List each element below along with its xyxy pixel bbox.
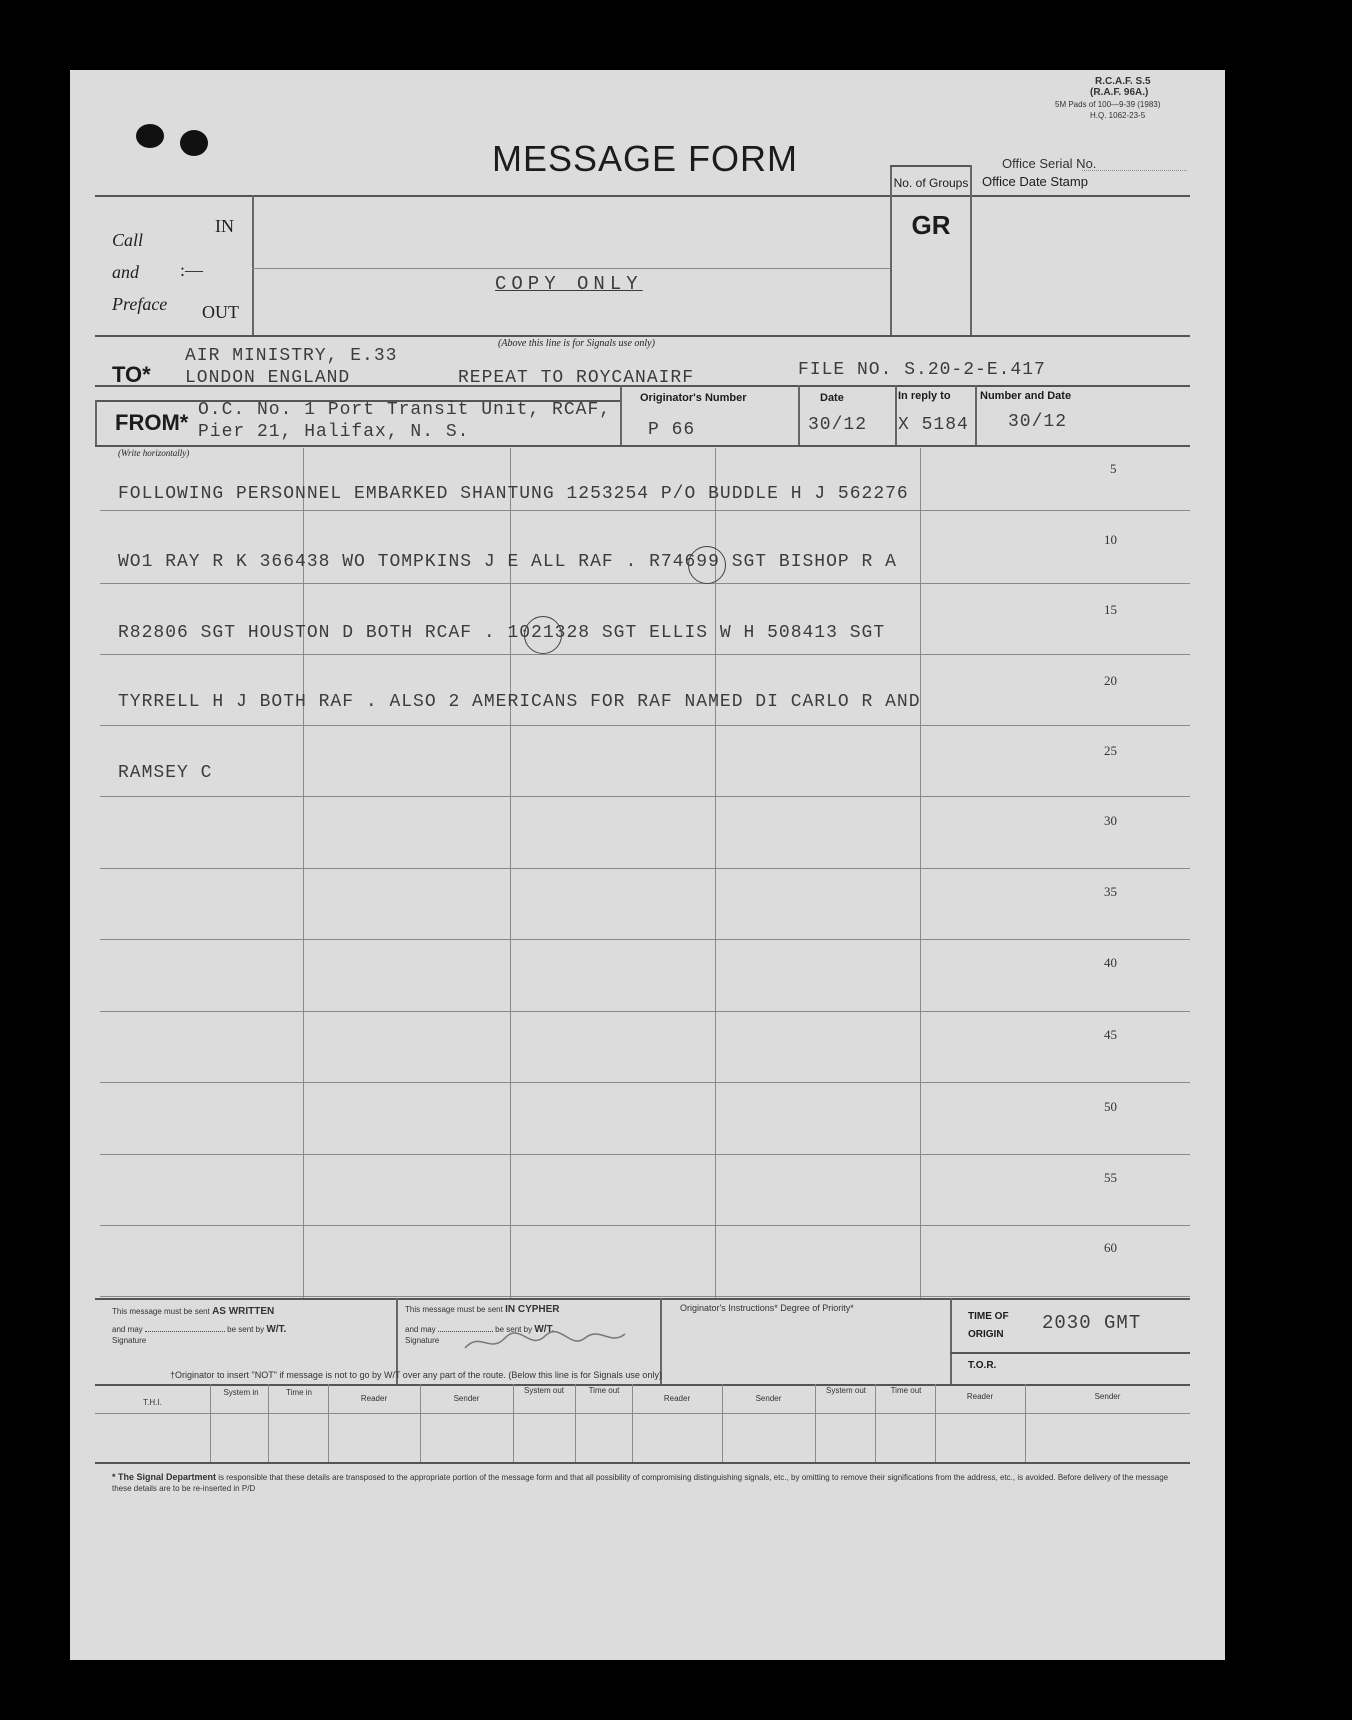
date-value: 30/12 [808,415,868,435]
signal-col-sender-3: Sender [1094,1392,1121,1401]
signal-col-thi: T.H.I. [143,1398,162,1407]
signal-col-sender-2: Sender [755,1394,782,1403]
line-number: 15 [1104,602,1117,617]
call-label: Call [112,230,144,250]
in-reply-to-label: In reply to [898,390,951,402]
as-written-may: and may be sent by W/T. [112,1324,287,1335]
in-reply-to-value: X 5184 [898,415,969,435]
ink-circle [524,616,562,654]
preface-label: Preface [112,294,168,314]
ink-blot [180,130,208,156]
signal-col-reader: Reader [360,1394,388,1403]
form-code-4: H.Q. 1062-23-5 [1090,111,1146,120]
line-number: 50 [1104,1099,1117,1114]
signal-col-time-out: Time out [588,1386,620,1395]
signal-col-reader-2: Reader [663,1394,691,1403]
form-code-3: 5M Pads of 100—9-39 (1983) [1055,100,1161,109]
write-horizontally-note: (Write horizontally) [118,448,190,458]
signal-col-system-out-2: System out [825,1386,866,1395]
colon-dash: :— [180,260,204,280]
form-code-2: (R.A.F. 96A.) [1090,87,1149,98]
office-serial-label: Office Serial No. [1002,156,1097,171]
from-line-1: O.C. No. 1 Port Transit Unit, RCAF, [198,400,612,420]
signal-col-system-in: System in [223,1388,259,1397]
from-label: FROM* [115,410,189,435]
from-line-2: Pier 21, Halifax, N. S. [198,422,470,442]
form-code-1: R.C.A.F. S.5 [1095,76,1151,87]
message-line-3: R82806 SGT HOUSTON D BOTH RCAF . 1021328 SGT ELLIS W H 508413 SGT [118,623,886,643]
line-number: 40 [1104,955,1117,970]
signal-col-system-out: System out [523,1386,564,1395]
groups-label: No. of Groups [893,176,969,190]
to-label: TO* [112,362,151,387]
as-written-text: This message must be sent AS WRITTEN [112,1306,275,1317]
signature-label: Signature [112,1336,147,1345]
signal-department-note: * The Signal Department is responsible that these details are transposed to the appropriate portion of the message form and that all possibility of compromising distinguishing signals, etc., by omitting to remove their significations from the address, etc., is avoided. Before delivery of the message these details are to be re-inserted in P/D [112,1472,1169,1493]
and-label: and [112,262,139,282]
message-line-1: FOLLOWING PERSONNEL EMBARKED SHANTUNG 1253254 P/O BUDDLE H J 562276 [118,484,909,504]
groups-value: GR [911,210,951,240]
line-number: 35 [1104,884,1117,899]
to-line-1: AIR MINISTRY, E.33 [185,346,398,366]
line-number: 60 [1104,1240,1117,1255]
in-label: IN [215,216,234,236]
to-line-2: LONDON ENGLAND [185,368,351,388]
message-line-2: WO1 RAY R K 366438 WO TOMPKINS J E ALL RAF . R74699 SGT BISHOP R A [118,552,897,572]
line-number: 30 [1104,813,1117,828]
handwritten-signature [460,1326,630,1356]
signal-col-time-in: Time in [286,1388,312,1397]
tor-label: T.O.R. [968,1360,997,1371]
line-number: 55 [1104,1170,1117,1185]
line-number: 20 [1104,673,1117,688]
signals-use-note: (Above this line is for Signals use only) [498,338,655,349]
originators-number: P 66 [648,420,696,440]
line-number: 25 [1104,743,1117,758]
signal-col-time-out-2: Time out [890,1386,922,1395]
originators-instructions-label: Originator's Instructions* Degree of Priority* [680,1303,854,1313]
copy-only-text: COPY ONLY [495,273,643,295]
ink-circle [688,546,726,584]
page-title: MESSAGE FORM [492,138,799,179]
in-cypher-may: and may be sent by W/T. [405,1324,555,1335]
originators-number-label: Originator's Number [640,392,747,404]
office-date-stamp-label: Office Date Stamp [982,174,1088,189]
file-number: FILE NO. S.20-2-E.417 [798,360,1046,380]
line-number: 5 [1110,461,1117,476]
signature-label: Signature [405,1336,440,1345]
repeat-to: REPEAT TO ROYCANAIRF [458,368,695,388]
number-and-date-label: Number and Date [980,390,1072,402]
date-label: Date [820,392,844,404]
number-and-date-value: 30/12 [1008,412,1068,432]
ink-blot [136,124,164,148]
in-cypher-text: This message must be sent IN CYPHER [405,1304,560,1315]
message-line-5: RAMSEY C [118,763,213,783]
message-line-4: TYRRELL H J BOTH RAF . ALSO 2 AMERICANS FOR RAF NAMED DI CARLO R AND [118,692,921,712]
time-of-origin-label: TIME OF ORIGIN [968,1311,1009,1340]
originator-insert-note: †Originator to insert "NOT" if message is not to go by W/T over any part of the route. (Below this line is for Signals use only) [170,1370,662,1380]
signal-col-reader-3: Reader [966,1392,994,1401]
signal-col-sender: Sender [453,1394,480,1403]
message-form-paper [70,70,1225,1660]
time-of-origin-value: 2030 GMT [1042,1312,1142,1334]
line-number: 45 [1104,1027,1117,1042]
out-label: OUT [202,302,239,322]
line-number: 10 [1104,532,1117,547]
